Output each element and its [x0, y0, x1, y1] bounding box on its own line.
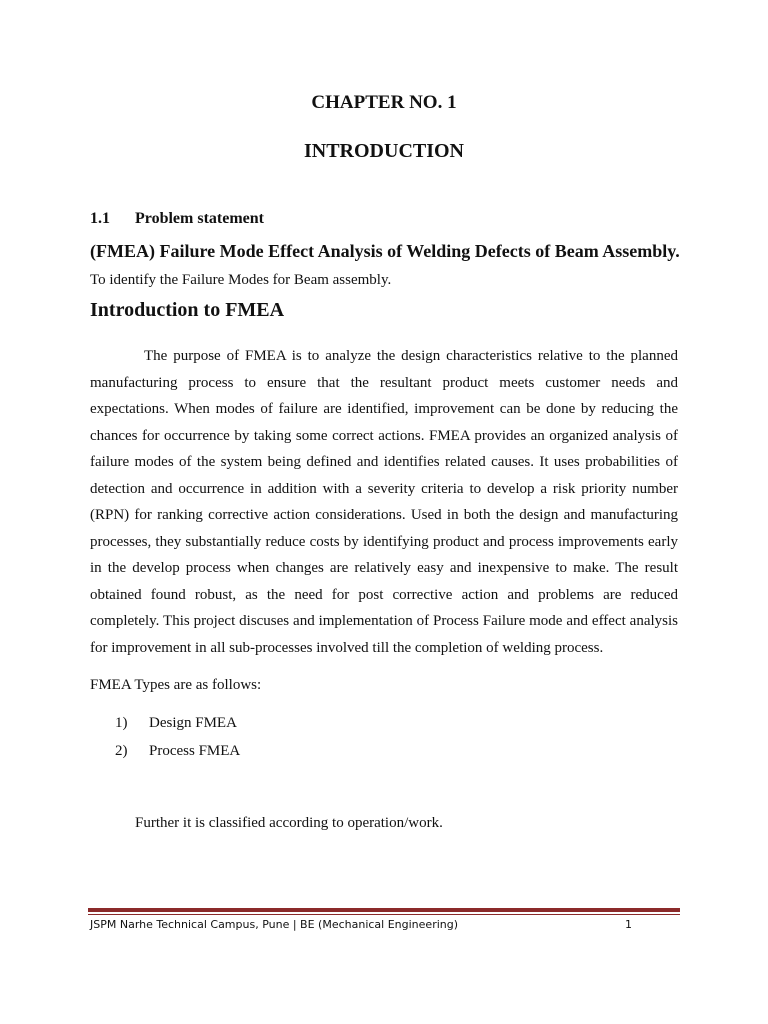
section-heading	[90, 210, 264, 228]
intro-heading: Introduction to FMEA	[90, 299, 285, 321]
document-subtitle: (FMEA) Failure Mode Effect Analysis of Welding Defects of Beam Assembly.	[90, 241, 680, 261]
aim-statement: To identify the Failure Modes for Beam assembly.	[90, 272, 392, 288]
section-title: Problem statement	[135, 210, 264, 227]
types-list	[115, 712, 240, 768]
body-paragraph: The purpose of FMEA is to analyze the design characteristics relative to the planned manufacturing process to ensure that the resultant product meets customer needs and expectations. When modes of failure are identified, improvement can be done by reducing the chances for occurrence by taking some correct actions. FMEA provides an organized analysis of failure modes of the system being defined and identifies related causes. It uses probabilities of detection and occurrence in addition with a severity criteria to develop a risk priority number (RPN) for ranking corrective action considerations. Used in both the design and manufacturing processes, they substantially reduce costs by identifying product and process improvements early in the develop process when changes are relatively easy and inexpensive to make. The result obtained found robust, as the need for post corrective action and problems are reduced completely. This project discuses and implementation of Process Failure mode and effect analysis for improvement in all sub-processes involved till the completion of welding process.	[90, 348, 678, 656]
list-marker: 2)	[115, 743, 128, 759]
list-item-label: Design FMEA	[149, 715, 237, 731]
section-number: 1.1	[90, 210, 110, 227]
chapter-heading: INTRODUCTION	[303, 140, 465, 162]
chapter-title: CHAPTER NO. 1	[311, 92, 457, 113]
footer-text: JSPM Narhe Technical Campus, Pune | BE (Mechanical Engineering)	[90, 918, 459, 931]
types-intro: FMEA Types are as follows:	[90, 677, 262, 693]
page-number: 1	[625, 918, 632, 931]
list-item-label: Process FMEA	[149, 743, 241, 759]
closing-sentence: Further it is classified according to operation/work.	[135, 815, 443, 831]
footer-rule-thin	[88, 914, 680, 915]
list-item	[115, 712, 240, 740]
list-marker: 1)	[115, 715, 128, 731]
list-item	[115, 740, 240, 768]
